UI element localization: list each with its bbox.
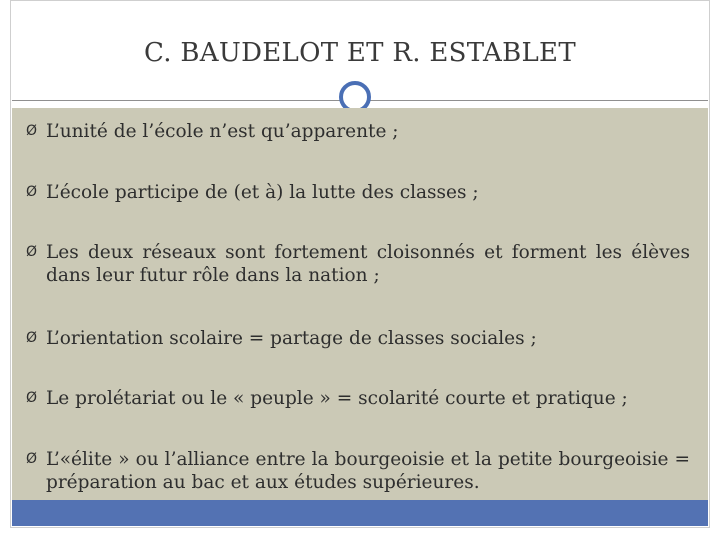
bullet-item bbox=[26, 448, 690, 494]
content-panel bbox=[12, 108, 708, 500]
bullet-text: L’école participe de (et à) la lutte des classes ; bbox=[46, 182, 479, 203]
arrow-bullet-icon: Ø bbox=[26, 390, 38, 406]
slide-title: C. BAUDELOT ET R. ESTABLET bbox=[144, 38, 576, 68]
bullet-text: L’«élite » ou l’alliance entre la bourgeoisie et la petite bourgeoisie = préparation au bac et aux études supérieures. bbox=[46, 449, 690, 493]
arrow-bullet-icon: Ø bbox=[26, 330, 38, 346]
bullet-item bbox=[26, 120, 690, 143]
bullet-text: Le prolétariat ou le « peuple » = scolarité courte et pratique ; bbox=[46, 388, 628, 409]
bullet-item bbox=[26, 387, 690, 410]
footer-bar bbox=[12, 500, 708, 526]
arrow-bullet-icon: Ø bbox=[26, 184, 38, 200]
arrow-bullet-icon: Ø bbox=[26, 451, 38, 467]
arrow-bullet-icon: Ø bbox=[26, 123, 38, 139]
bullet-item bbox=[26, 327, 690, 350]
bullet-text: Les deux réseaux sont fortement cloisonnés et forment les élèves dans leur futur rôle dans la nation ; bbox=[46, 242, 690, 286]
bullet-item bbox=[26, 181, 690, 204]
arrow-bullet-icon: Ø bbox=[26, 244, 38, 260]
bullet-text: L’unité de l’école n’est qu’apparente ; bbox=[46, 121, 399, 142]
bullet-item bbox=[26, 241, 690, 287]
bullet-text: L’orientation scolaire = partage de classes sociales ; bbox=[46, 328, 537, 349]
